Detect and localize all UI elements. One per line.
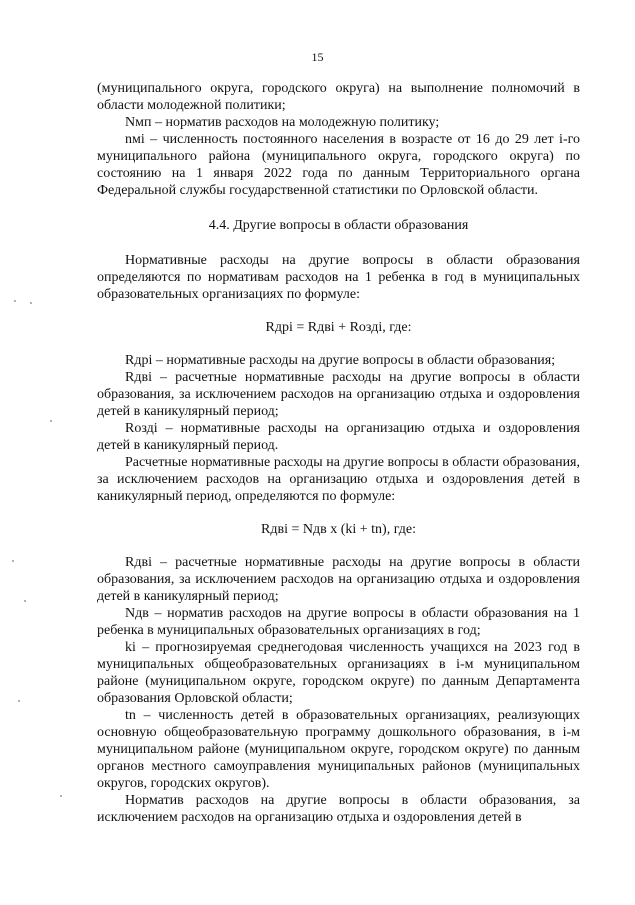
paragraph-top-2: Nмп – норматив расходов на молодежную политику; xyxy=(125,115,440,130)
definition-1-4: Расчетные нормативные расходы на другие вопросы в области образования, за исключением расходов на организацию отдыха и оздоровления детей в каникулярный период, определяются по формуле: xyxy=(97,455,580,504)
paragraph-top-1: (муниципального округа, городского округа) на выполнение полномочий в области молодежной политики; xyxy=(97,81,580,113)
paragraph-top-3: nмi – численность постоянного населения в возрасте от 16 до 29 лет i-го муниципального района (муниципального округа, городского округа) по состоянию на 1 января 2022 года по данным Территориального органа Федеральной службы государственной статистики по Орловской области. xyxy=(97,132,580,198)
definition-2-1: Rдвi – расчетные нормативные расходы на другие вопросы в области образования, за исключением расходов на организацию отдыха и оздоровления детей в каникулярный период; xyxy=(97,555,580,604)
scan-speck xyxy=(30,302,32,304)
definition-1-3: Rоздi – нормативные расходы на организацию отдыха и оздоровления детей в каникулярный период. xyxy=(97,421,580,453)
definition-1-2: Rдвi – расчетные нормативные расходы на другие вопросы в области образования, за исключением расходов на организацию отдыха и оздоровления детей в каникулярный период; xyxy=(97,370,580,419)
definition-2-5: Норматив расходов на другие вопросы в области образования, за исключением расходов на организацию отдыха и оздоровления детей в xyxy=(97,793,580,825)
definition-1-1: Rдрi – нормативные расходы на другие вопросы в области образования; xyxy=(125,353,556,368)
formula-2: Rдвi = Nдв x (ki + tn), где: xyxy=(261,522,416,537)
formula-1: Rдрi = Rдвi + Rоздi, где: xyxy=(265,320,412,335)
scan-speck xyxy=(50,420,52,422)
section-heading: 4.4. Другие вопросы в области образования xyxy=(208,218,469,233)
scan-speck xyxy=(14,300,16,302)
document-body xyxy=(97,80,580,826)
page-number: 15 xyxy=(311,50,324,64)
intro-paragraph: Нормативные расходы на другие вопросы в области образования определяются по нормативам расходов на 1 ребенка в год в муниципальных образовательных организациях по формуле: xyxy=(97,253,580,302)
scan-speck xyxy=(60,795,62,797)
definition-2-4: tn – численность детей в образовательных организациях, реализующих основную общеобразовательную программу дошкольного образования, в i-м муниципальном районе (муниципальном округе, городском округе) по данным органов местного самоуправления муниципальных районов (муниципальных округов, городских округов). xyxy=(97,708,580,791)
scan-speck xyxy=(18,700,20,702)
scan-speck xyxy=(24,600,26,602)
scan-speck xyxy=(12,560,14,562)
definition-2-3: ki – прогнозируемая среднегодовая численность учащихся на 2023 год в муниципальных общеобразовательных организациях в i-м муниципальном районе (муниципальном округе, городском округе) по данным Департамента образования Орловской области; xyxy=(97,640,580,706)
definition-2-2: Nдв – норматив расходов на другие вопросы в области образования на 1 ребенка в муниципальных образовательных организациях в год; xyxy=(97,606,580,638)
